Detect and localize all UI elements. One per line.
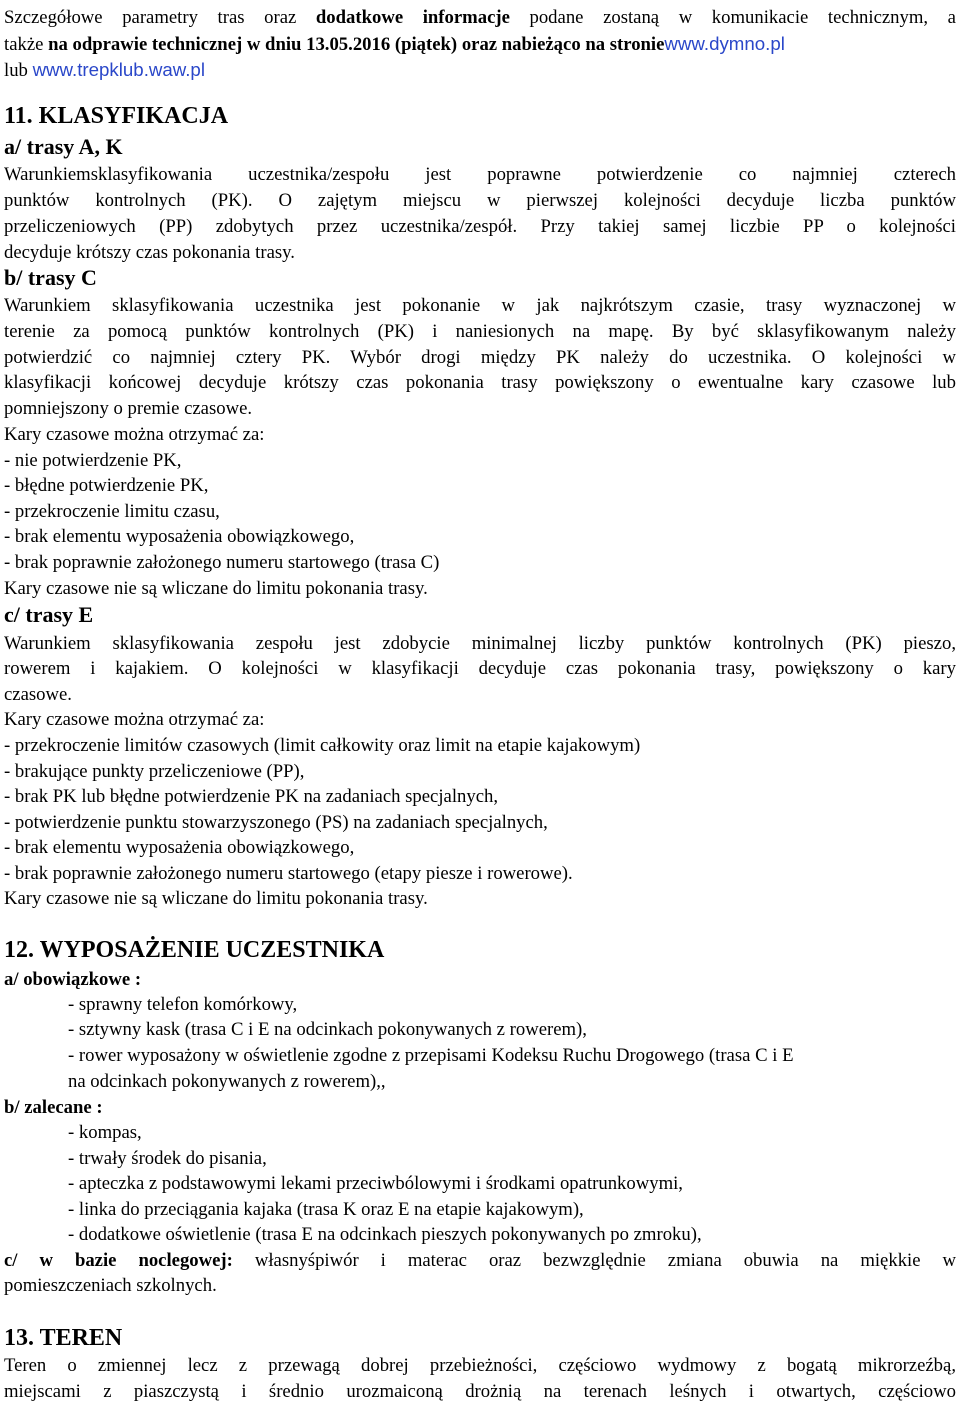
list-item: - przekroczenie limitu czasu, <box>4 501 220 522</box>
paragraph-line: pomniejszony o premie czasowe. <box>4 398 253 419</box>
list-item: - apteczka z podstawowymi lekami przeciwbólowymi i środkami opatrunkowymi, <box>68 1173 683 1194</box>
paragraph-line: decyduje krótszy czas pokonania trasy. <box>4 242 295 263</box>
list-item: - trwały środek do pisania, <box>68 1148 267 1169</box>
section-11-title: 11. KLASYFIKACJA <box>4 103 229 129</box>
paragraph-line: rowerem i kajakiem. O kolejności w klasyfikacji decyduje czas pokonania trasy, powiększony o kary <box>4 658 956 679</box>
section-13-title: 13. TEREN <box>4 1325 123 1351</box>
paragraph-line: pomieszczeniach szkolnych. <box>4 1275 217 1296</box>
list-item: - nie potwierdzenie PK, <box>4 450 182 471</box>
list-item: - sprawny telefon komórkowy, <box>68 994 298 1015</box>
paragraph-line: Kary czasowe nie są wliczane do limitu pokonania trasy. <box>4 888 428 909</box>
paragraph-line: przeliczeniowych (PP) zdobytych przez uczestnika/zespół. Przy takiej samej liczbie PP o kolejności <box>4 216 956 237</box>
list-item: - potwierdzenie punktu stowarzyszonego (PS) na zadaniach specjalnych, <box>4 812 548 833</box>
intro-bold-text: na odprawie technicznej w dniu 13.05.2016 (piątek) oraz nabieżąco na stronie <box>48 34 665 55</box>
list-item: - brak elementu wyposażenia obowiązkowego, <box>4 837 355 858</box>
paragraph-line: klasyfikacji końcowej decyduje krótszy czas pokonania trasy powiększony o ewentualne kary czasowe lub <box>4 372 956 393</box>
paragraph-line: Kary czasowe nie są wliczane do limitu pokonania trasy. <box>4 578 428 599</box>
intro-text: także <box>4 34 49 55</box>
paragraph-line: miejscami z piaszczystą i średnio urozmaiconą drożnią na terenach leśnych i otwartych, częściowo <box>4 1381 956 1402</box>
s11-a-title: a/ trasy A, K <box>4 134 123 159</box>
trepklub-link[interactable]: www.trepklub.waw.pl <box>32 59 205 80</box>
s12-c-label: c/ w bazie noclegowej: <box>4 1250 233 1271</box>
s11-b-title: b/ trasy C <box>4 265 97 290</box>
paragraph-line: punktów kontrolnych (PK). O zajętym miejscu w pierwszej kolejności decyduje liczba punktów <box>4 190 956 211</box>
list-item: - brak PK lub błędne potwierdzenie PK na zadaniach specjalnych, <box>4 786 499 807</box>
list-item: - brak poprawnie założonego numeru startowego (etapy piesze i rowerowe). <box>4 863 573 884</box>
list-item: - brakujące punkty przeliczeniowe (PP), <box>4 761 305 782</box>
paragraph-line: Warunkiem sklasyfikowania uczestnika jest pokonanie w jak najkrótszym czasie, trasy wyznaczonej w <box>4 295 956 316</box>
s12-a-label: a/ obowiązkowe : <box>4 969 142 990</box>
intro-bold-text: dodatkowe informacje <box>315 7 510 28</box>
intro-text: Szczegółowe parametry tras oraz <box>4 7 316 28</box>
s12-c-text: własnyśpiwór i materac oraz bezwzględnie zmiana obuwia na miękkie w <box>232 1250 956 1271</box>
intro-line-3 <box>4 57 956 83</box>
intro-text: lub <box>4 60 33 81</box>
list-item: - sztywny kask (trasa C i E na odcinkach pokonywanych z rowerem), <box>68 1019 587 1040</box>
s12-a-title <box>4 967 956 993</box>
list-item: - kompas, <box>68 1122 142 1143</box>
s12-b-label: b/ zalecane : <box>4 1097 103 1118</box>
list-item: - rower wyposażony w oświetlenie zgodne z przepisami Kodeksu Ruchu Drogowego (trasa C i E <box>68 1045 794 1066</box>
list-item: - brak poprawnie założonego numeru startowego (trasa C) <box>4 552 440 573</box>
intro-text: podane zostaną w komunikacie technicznym, a <box>509 7 956 28</box>
list-item: - błędne potwierdzenie PK, <box>4 475 209 496</box>
list-item: - dodatkowe oświetlenie (trasa E na odcinkach pieszych pokonywanych po zmroku), <box>68 1224 702 1245</box>
intro-line-2 <box>4 31 956 57</box>
s12-c-line <box>4 1248 956 1274</box>
paragraph-line: Teren o zmiennej lecz z przewagą dobrej przebieżności, częściowo wydmowy z bogatą mikrorzeźbą, <box>4 1355 956 1376</box>
intro-line-1 <box>4 5 956 31</box>
paragraph-line: terenie za pomocą punktów kontrolnych (PK) i naniesionych na mapę. By być sklasyfikowanym należy <box>4 321 956 342</box>
s12-b-title <box>4 1095 956 1121</box>
list-item: - linka do przeciągania kajaka (trasa K oraz E na etapie kajakowym), <box>68 1199 584 1220</box>
paragraph-line: Warunkiemsklasyfikowania uczestnika/zespołu jest poprawne potwierdzenie co najmniej czterech <box>4 164 956 185</box>
list-item: na odcinkach pokonywanych z rowerem),, <box>68 1071 386 1092</box>
s11-c-title: c/ trasy E <box>4 602 94 627</box>
section-12-title: 12. WYPOSAŻENIE UCZESTNIKA <box>4 937 385 963</box>
list-item: - przekroczenie limitów czasowych (limit całkowity oraz limit na etapie kajakowym) <box>4 735 641 756</box>
paragraph-line: Kary czasowe można otrzymać za: <box>4 424 265 445</box>
paragraph-line: potwierdzić co najmniej cztery PK. Wybór drogi między PK należy do uczestnika. O kolejności w <box>4 347 956 368</box>
dymno-link[interactable]: www.dymno.pl <box>664 33 785 54</box>
paragraph-line: czasowe. <box>4 684 72 705</box>
list-item: - brak elementu wyposażenia obowiązkowego, <box>4 526 355 547</box>
paragraph-line: Kary czasowe można otrzymać za: <box>4 709 265 730</box>
paragraph-line: Warunkiem sklasyfikowania zespołu jest zdobycie minimalnej liczby punktów kontrolnych (PK) pieszo, <box>4 633 956 654</box>
